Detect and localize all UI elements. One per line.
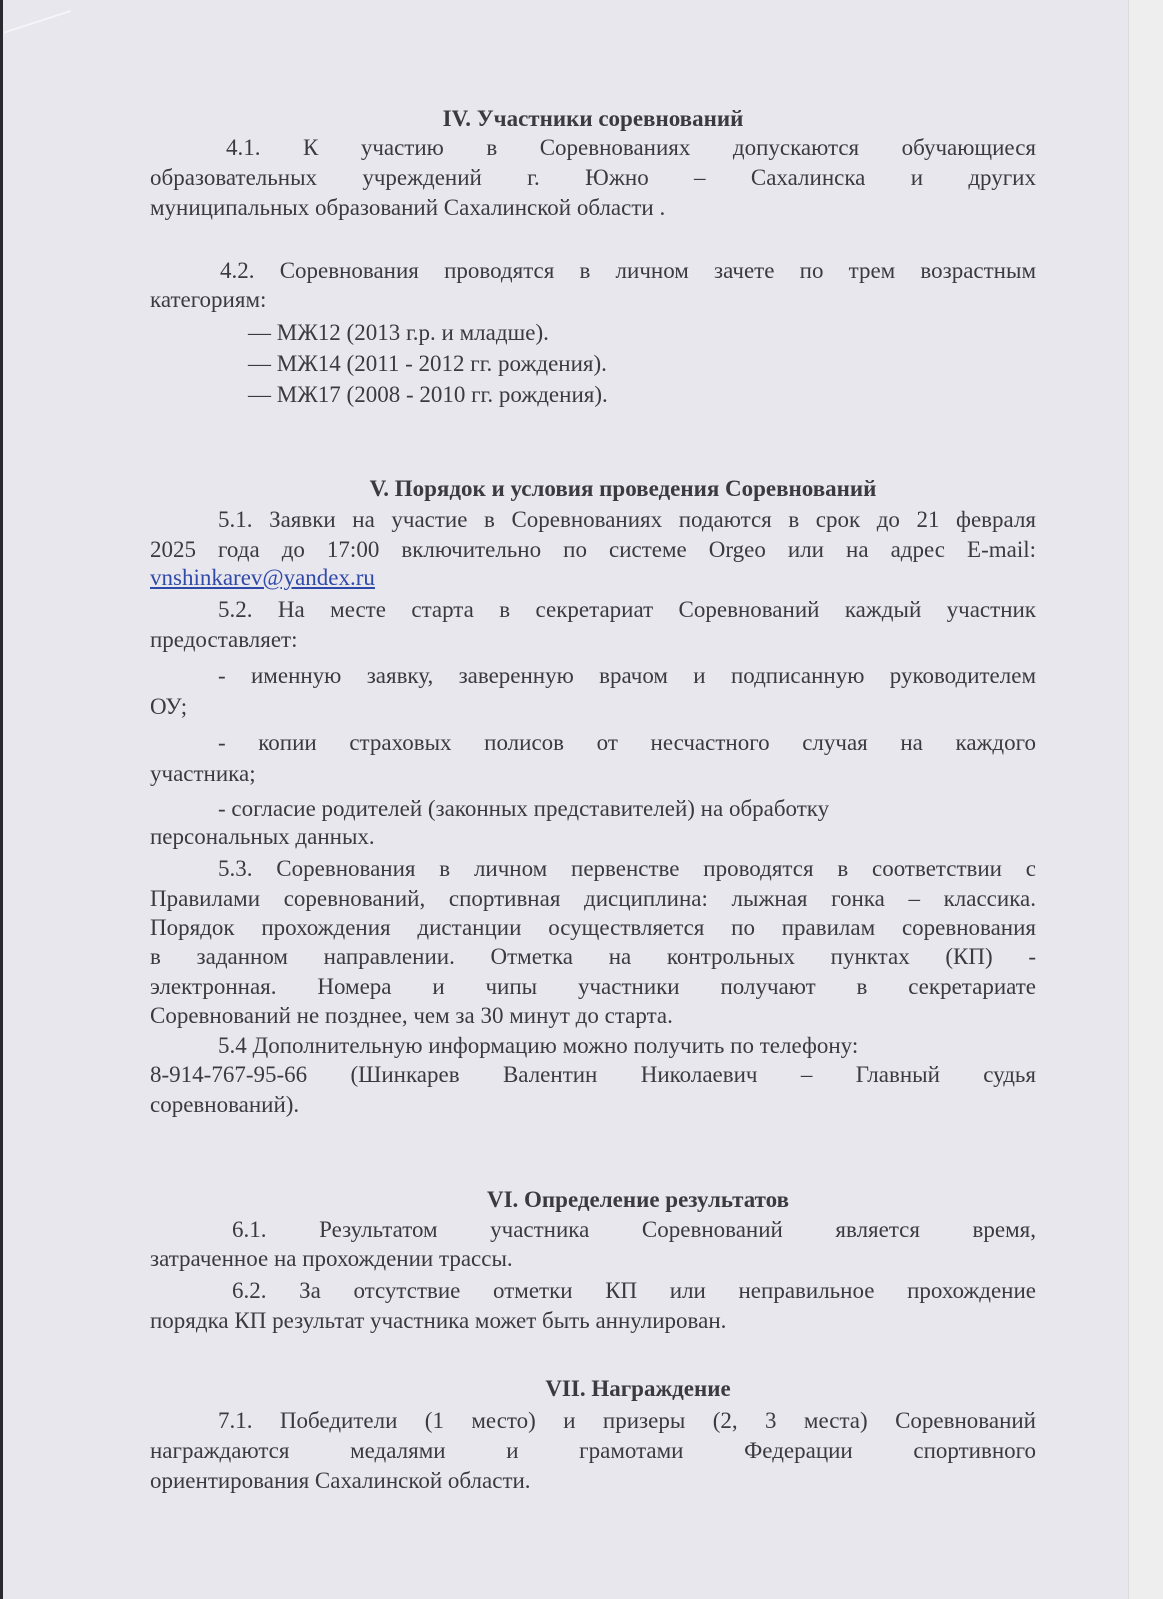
paragraph-7-1-line-3: ориентирования Сахалинской области.: [150, 1468, 531, 1493]
paragraph-5-1-line-2: 2025 года до 17:00 включительно по системе Orgeo или на адрес E-mail:: [150, 537, 1036, 562]
category-item: — МЖ14 (2011 - 2012 гг. рождения).: [248, 351, 607, 376]
paragraph-5-3-line-1: 5.3. Соревнования в личном первенстве проводятся в соответствии с: [218, 856, 1036, 881]
paragraph-6-2-line-2: порядка КП результат участника может быть аннулирован.: [150, 1308, 727, 1333]
paragraph-7-1-line-2: награждаются медалями и грамотами Федерации спортивного: [150, 1438, 1036, 1463]
section-heading-vii: VII. Награждение: [545, 1376, 731, 1401]
scan-crease-mark: [4, 10, 80, 62]
paragraph-4-2-line-1: 4.2. Соревнования проводятся в личном зачете по трем возрастным: [220, 258, 1036, 283]
section-heading-vi: VI. Определение результатов: [486, 1187, 790, 1212]
paragraph-5-1-line-3: [150, 563, 1036, 593]
paragraph-5-2-line-1: 5.2. На месте старта в секретариат Соревнований каждый участник: [218, 597, 1036, 622]
paragraph-5-1-line-1: 5.1. Заявки на участие в Соревнованиях подаются в срок до 21 февраля: [218, 507, 1036, 532]
paragraph-4-1-line-3: муниципальных образований Сахалинской области .: [150, 195, 666, 220]
paragraph-4-2-line-2: категориям:: [150, 287, 267, 312]
paragraph-7-1-line-1: 7.1. Победители (1 место) и призеры (2, 3 места) Соревнований: [218, 1408, 1036, 1433]
paragraph-5-3-line-6: Соревнований не позднее, чем за 30 минут до старта.: [150, 1003, 673, 1028]
email-link[interactable]: vnshinkarev@yandex.ru: [150, 565, 375, 590]
paragraph-5-4-line-1: 5.4 Дополнительную информацию можно получить по телефону:: [218, 1033, 859, 1058]
bullet-1-line-2: ОУ;: [150, 694, 188, 719]
paragraph-5-4-line-2: 8-914-767-95-66 (Шинкарев Валентин Николаевич – Главный судья: [150, 1062, 1036, 1087]
paragraph-4-1-line-2: образовательных учреждений г. Южно – Сахалинска и других: [150, 165, 1036, 190]
bullet-2-line-1: - копии страховых полисов от несчастного случая на каждого: [218, 730, 1036, 755]
paragraph-4-1-line-1: 4.1. К участию в Соревнованиях допускаются обучающиеся: [226, 135, 1036, 160]
bullet-3-line-2: персональных данных.: [150, 824, 375, 849]
section-heading-iv: IV. Участники соревнований: [442, 106, 744, 131]
paragraph-6-1-line-1: 6.1. Результатом участника Соревнований является время,: [232, 1217, 1036, 1242]
category-item: — МЖ17 (2008 - 2010 гг. рождения).: [248, 382, 608, 407]
paragraph-5-3-line-5: электронная. Номера и чипы участники получают в секретариате: [150, 974, 1036, 999]
paragraph-6-2-line-1: 6.2. За отсутствие отметки КП или неправильное прохождение: [232, 1278, 1036, 1303]
paragraph-5-4-line-3: соревнований).: [150, 1092, 300, 1117]
scanner-background: [1128, 0, 1163, 1599]
category-item: — МЖ12 (2013 г.р. и младше).: [248, 320, 549, 345]
bullet-1-line-1: - именную заявку, заверенную врачом и подписанную руководителем: [218, 663, 1036, 688]
bullet-2-line-2: участника;: [150, 761, 256, 786]
paragraph-5-3-line-4: в заданном направлении. Отметка на контрольных пунктах (КП) -: [150, 944, 1036, 969]
paragraph-6-1-line-2: затраченное на прохождении трассы.: [150, 1246, 513, 1271]
section-heading-v: V. Порядок и условия проведения Соревнований: [369, 476, 877, 501]
paragraph-5-3-line-2: Правилами соревнований, спортивная дисциплина: лыжная гонка – классика.: [150, 886, 1036, 911]
paragraph-5-2-line-2: предоставляет:: [150, 627, 298, 652]
bullet-3-line-1: - согласие родителей (законных представителей) на обработку: [218, 796, 830, 821]
paragraph-5-3-line-3: Порядок прохождения дистанции осуществляется по правилам соревнования: [150, 915, 1036, 940]
